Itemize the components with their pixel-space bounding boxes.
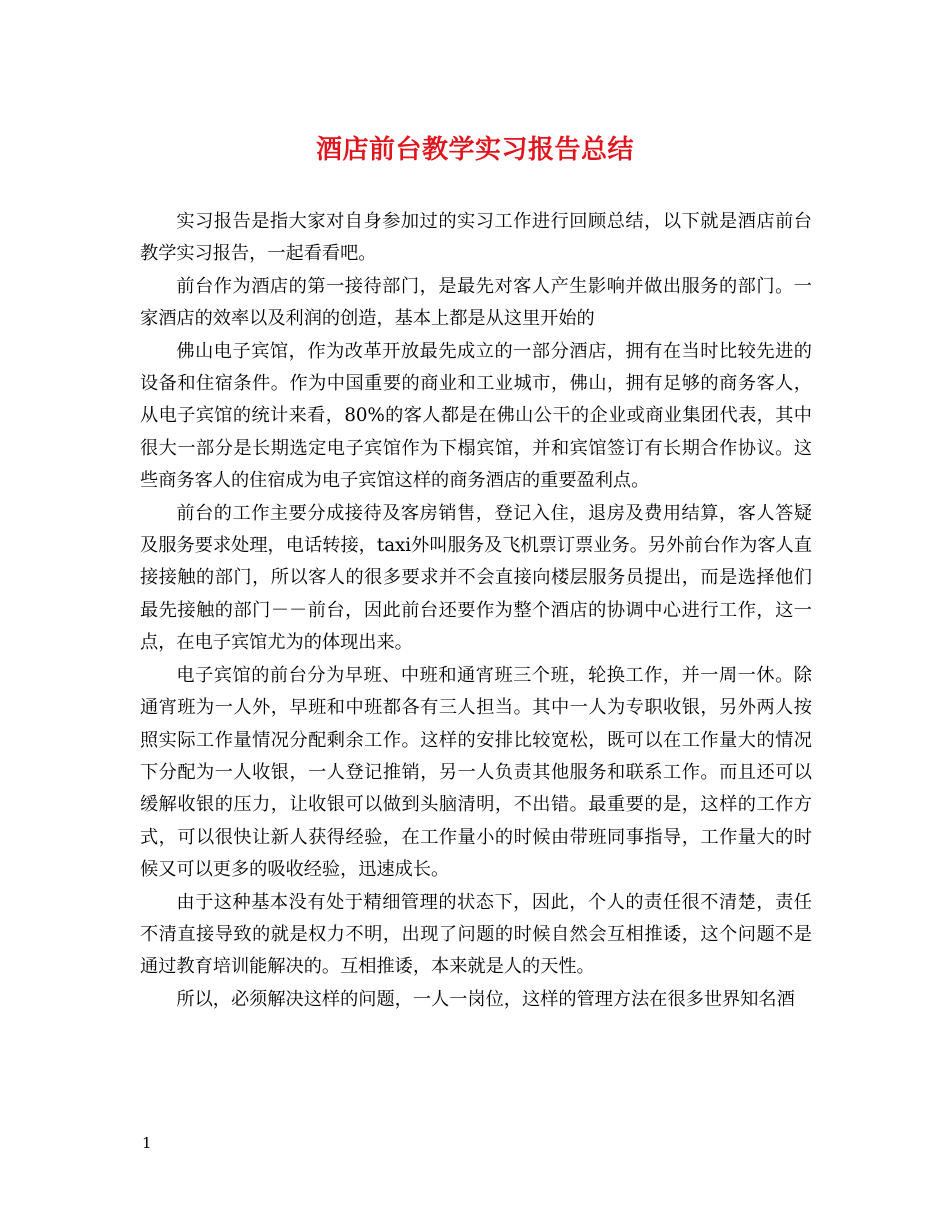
document-body [140, 206, 812, 1016]
paragraph-5: 电子宾馆的前台分为早班、中班和通宵班三个班，轮换工作，并一周一休。除通宵班为一人外，早班和中班都各有三人担当。其中一人为专职收银，另外两人按照实际工作量情况分配剩余工作。这样的安排比较宽松，既可以在工作量大的情况下分配为一人收银，一人登记推销，另一人负责其他服务和联系工作。而且还可以缓解收银的压力，让收银可以做到头脑清明，不出错。最重要的是，这样的工作方式，可以很快让新人获得经验，在工作量小的时候由带班同事指导，工作量大的时候又可以更多的吸收经验，迅速成长。 [140, 664, 812, 881]
page-number: 1 [142, 1134, 152, 1152]
paragraph-6: 由于这种基本没有处于精细管理的状态下，因此，个人的责任很不清楚，责任不清直接导致的就是权力不明，出现了问题的时候自然会互相推诿，这个问题不是通过教育培训能解决的。互相推诿，本来就是人的天性。 [140, 891, 812, 978]
paragraph-1: 实习报告是指大家对自身参加过的实习工作进行回顾总结，以下就是酒店前台教学实习报告，一起看看吧。 [140, 211, 812, 265]
paragraph-2: 前台作为酒店的第一接待部门，是最先对客人产生影响并做出服务的部门。一家酒店的效率以及利润的创造，基本上都是从这里开始的 [140, 275, 812, 330]
paragraph-7: 所以，必须解决这样的问题，一人一岗位，这样的管理方法在很多世界知名酒 [176, 988, 795, 1010]
paragraph-3: 佛山电子宾馆，作为改革开放最先成立的一部分酒店，拥有在当时比较先进的设备和住宿条件。作为中国重要的商业和工业城市，佛山，拥有足够的商务客人，从电子宾馆的统计来看，80%的客人都是在佛山公干的企业或商业集团代表，其中很大一部分是长期选定电子宾馆作为下榻宾馆，并和宾馆签订有长期合作协议。这些商务客人的住宿成为电子宾馆这样的商务酒店的重要盈利点。 [140, 340, 812, 492]
paragraph-4: 前台的工作主要分成接待及客房销售，登记入住，退房及费用结算，客人答疑及服务要求处理，电话转接，taxi外叫服务及飞机票订票业务。另外前台作为客人直接接触的部门，所以客人的很多要求并不会直接向楼层服务员提出，而是选择他们最先接触的部门－－前台，因此前台还要作为整个酒店的协调中心进行工作，这一点，在电子宾馆尤为的体现出来。 [140, 502, 812, 654]
document-title: 酒店前台教学实习报告总结 [315, 135, 634, 165]
